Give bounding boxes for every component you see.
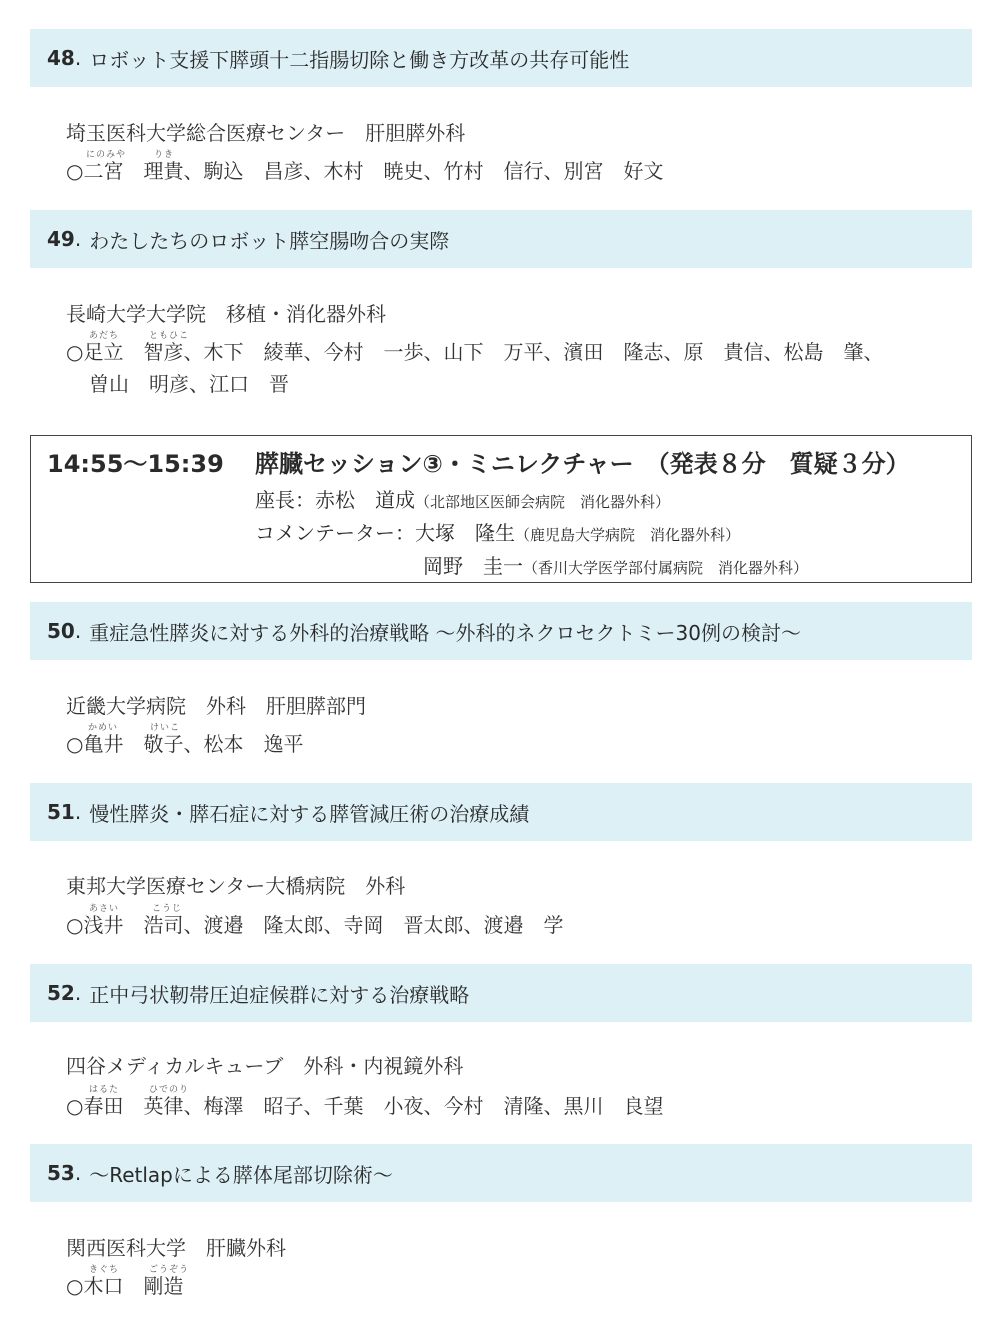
session-chair xyxy=(255,484,670,513)
authors-51: ○浅井 浩司、渡邉 隆太郎、寺岡 晋太郎、渡邉 学 xyxy=(66,913,564,937)
affiliation-51: 東邦大学医療センター大橋病院 外科 xyxy=(66,874,406,898)
abstract-title-52: 52 . 正中弓状靭帯圧迫症候群に対する治療戦略 xyxy=(30,964,972,1022)
authors-52: ○春田 英律、梅澤 昭子、千葉 小夜、今村 清隆、黒川 良望 xyxy=(66,1094,664,1118)
commentator-name: 大塚 隆生 xyxy=(415,521,515,545)
commentator-label: コメンテーター： xyxy=(255,521,415,545)
ruby-surname-49: あだち xyxy=(89,331,120,341)
affiliation-50: 近畿大学病院 外科 肝胆膵部門 xyxy=(66,694,366,718)
abstract-number: 51 xyxy=(47,800,75,824)
ruby-given-51: こうじ xyxy=(152,904,183,914)
abstract-title-text: わたしたちのロボット膵空腸吻合の実際 xyxy=(89,228,450,253)
authors-49: ○足立 智彦、木下 綾華、今村 一歩、山下 万平、濱田 隆志、原 貴信、松島 肇、 xyxy=(66,340,884,364)
chair-name: 赤松 道成 xyxy=(315,488,415,512)
ruby-given-53: ごうぞう xyxy=(149,1265,190,1275)
abstract-title-text: 慢性膵炎・膵石症に対する膵管減圧術の治療成績 xyxy=(89,801,530,826)
abstract-number: 48 xyxy=(47,46,75,70)
abstract-number: 49 xyxy=(47,227,75,251)
abstract-title-text: ロボット支援下膵頭十二指腸切除と働き方改革の共存可能性 xyxy=(89,47,630,72)
ruby-surname-52: はるた xyxy=(89,1085,120,1095)
abstract-title-text: 正中弓状靭帯圧迫症候群に対する治療戦略 xyxy=(89,982,470,1007)
abstract-title-text: 重症急性膵炎に対する外科的治療戦略 ～外科的ネクロセクトミー30例の検討～ xyxy=(89,620,802,645)
session-time: 14:55～15:39 xyxy=(47,450,224,478)
abstract-title-text: ～Retlapによる膵体尾部切除術～ xyxy=(89,1162,393,1187)
affiliation-48: 埼玉医科大学総合医療センター 肝胆膵外科 xyxy=(66,121,466,145)
ruby-given-48: りき xyxy=(154,150,175,160)
abstract-title-49: 49 . わたしたちのロボット膵空腸吻合の実際 xyxy=(30,210,972,268)
session-commentator-2 xyxy=(423,550,808,579)
commentator-name: 岡野 圭一 xyxy=(423,554,523,578)
authors-50: ○亀井 敬子、松本 逸平 xyxy=(66,732,304,756)
abstract-title-50: 50 . 重症急性膵炎に対する外科的治療戦略 ～外科的ネクロセクトミー30例の検討～ xyxy=(30,602,972,660)
chair-affiliation: （北部地区医師会病院 消化器外科） xyxy=(415,493,671,511)
ruby-surname-50: かめい xyxy=(88,723,119,733)
abstract-number: 52 xyxy=(47,981,75,1005)
abstract-title-53: 53 . ～Retlapによる膵体尾部切除術～ xyxy=(30,1144,972,1202)
ruby-given-50: けいこ xyxy=(150,723,181,733)
session-commentator-1 xyxy=(255,517,740,546)
ruby-surname-53: きぐち xyxy=(89,1265,120,1275)
session-title: 膵臓セッション③・ミニレクチャー （発表８分 質疑３分） xyxy=(255,450,910,478)
ruby-given-49: ともひこ xyxy=(149,331,190,341)
abstract-number: 50 xyxy=(47,619,75,643)
authors-49-cont: 曽山 明彦、江口 晋 xyxy=(89,372,289,396)
authors-53: ○木口 剛造 xyxy=(66,1274,184,1298)
authors-48: ○二宮 理貴、駒込 昌彦、木村 暁史、竹村 信行、別宮 好文 xyxy=(66,159,664,183)
abstract-title-51: 51 . 慢性膵炎・膵石症に対する膵管減圧術の治療成績 xyxy=(30,783,972,841)
abstract-title-48: 48 . ロボット支援下膵頭十二指腸切除と働き方改革の共存可能性 xyxy=(30,29,972,87)
affiliation-52: 四谷メディカルキューブ 外科・内視鏡外科 xyxy=(66,1054,464,1078)
commentator-affiliation: （鹿児島大学病院 消化器外科） xyxy=(515,526,741,544)
ruby-surname-48: にのみや xyxy=(86,150,127,160)
affiliation-49: 長崎大学大学院 移植・消化器外科 xyxy=(66,302,386,326)
affiliation-53: 関西医科大学 肝臓外科 xyxy=(66,1236,286,1260)
ruby-given-52: ひでのり xyxy=(149,1085,190,1095)
commentator-affiliation: （香川大学医学部付属病院 消化器外科） xyxy=(523,559,809,577)
chair-label: 座長： xyxy=(255,488,315,512)
abstract-number: 53 xyxy=(47,1161,75,1185)
ruby-surname-51: あさい xyxy=(89,904,120,914)
session-box xyxy=(30,435,972,583)
